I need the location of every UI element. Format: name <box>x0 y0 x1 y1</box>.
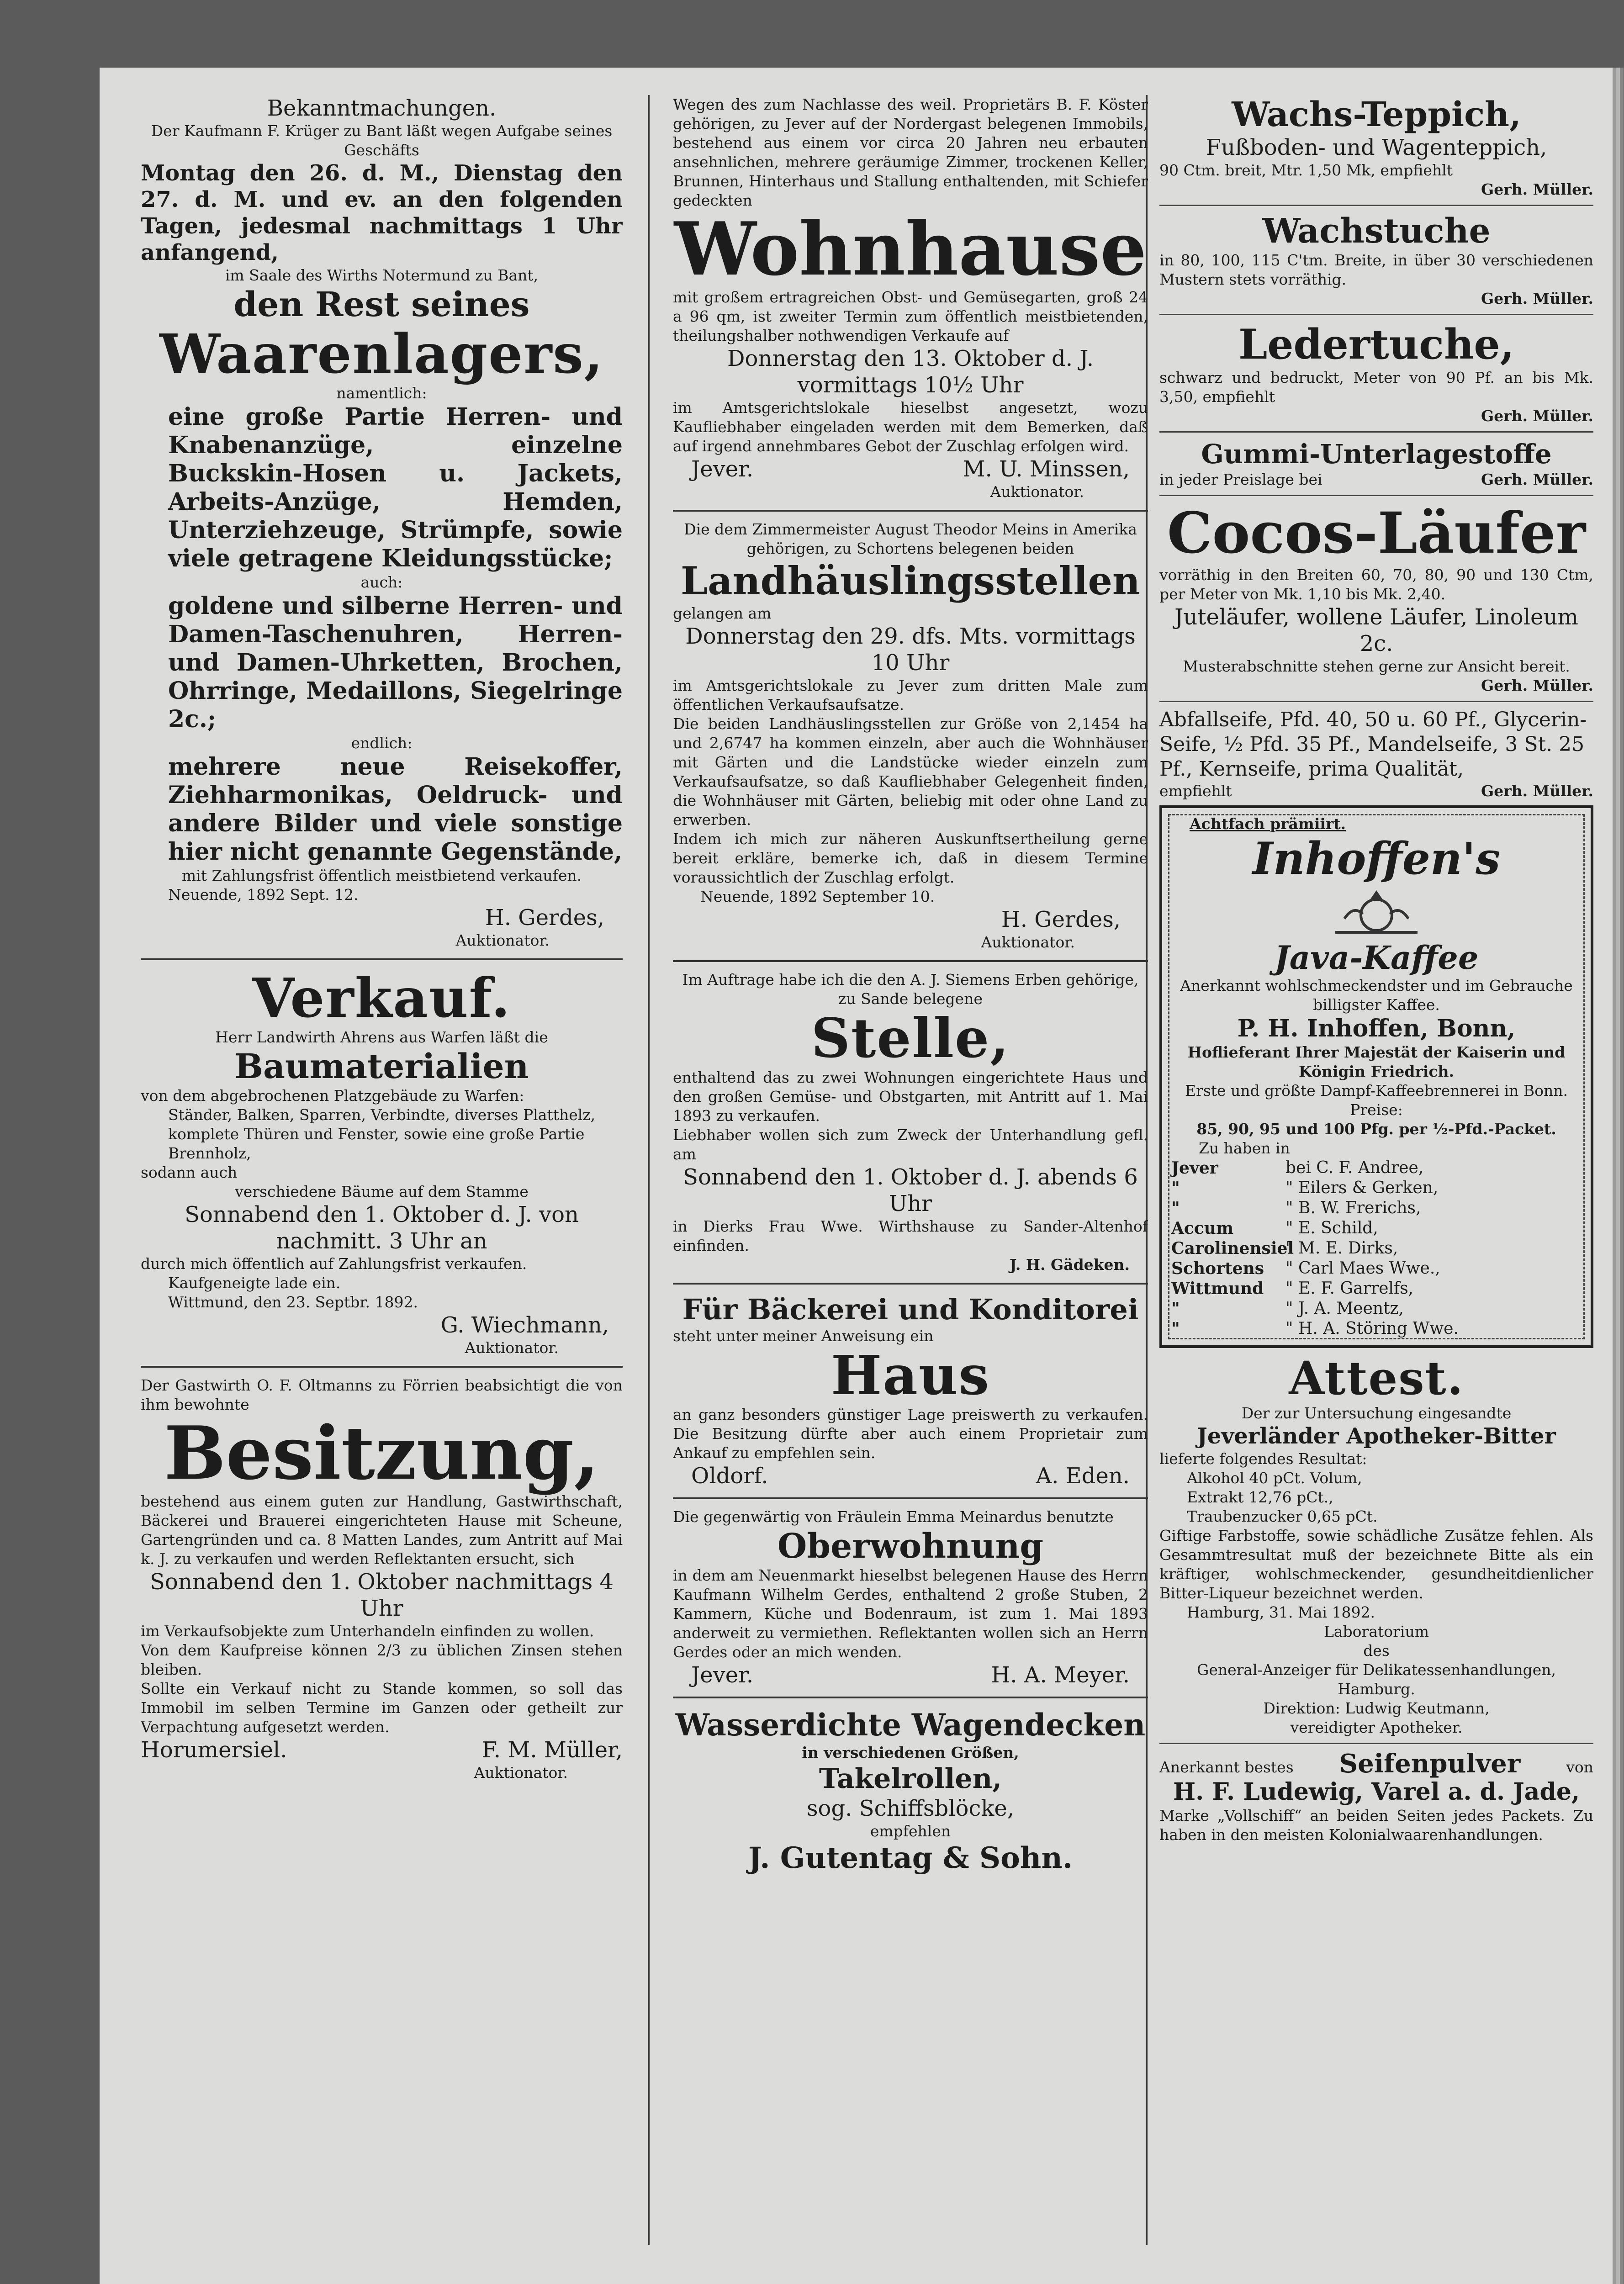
place: Jever. <box>691 1662 754 1688</box>
ad-text: Herr Landwirth Ahrens aus Warfen läßt die <box>215 1028 548 1046</box>
ad-items: goldene und silberne Herren- und Damen-Taschenuhren, Herren- und Damen-Uhrketten, Brochen, Ohrringe, Medaillons, Siegelringe 2c.; <box>168 592 623 733</box>
ad-text: an ganz besonders günstiger Lage preiswerth zu verkaufen. Die Besitzung dürfte aber auch einem Proprietair zum Ankauf zu empfehlen sein. <box>673 1406 1148 1462</box>
ad-headline: Wasserdichte Wagendecken <box>675 1707 1146 1743</box>
result-line: Extrakt 12,76 pCt., <box>1187 1488 1333 1506</box>
dealer-name: " J. A. Meentz, <box>1285 1299 1404 1318</box>
ad-headline: Stelle, <box>811 1006 1010 1070</box>
ad-text: im Verkaufsobjekte zum Unterhandeln einfinden zu wollen. <box>141 1622 594 1640</box>
ad-oberwohnung <box>673 1507 1148 1688</box>
ad-text: schwarz und bedruckt, Meter von 90 Pf. an bis Mk. 3,50, empfiehlt <box>1159 369 1593 406</box>
ad-date: Sonnabend den 1. Oktober nachmittags 4 Uhr <box>149 1569 614 1621</box>
dealer-town: Carolinensiel <box>1171 1239 1294 1258</box>
ad-text: auch: <box>360 573 403 591</box>
result-line: Traubenzucker 0,65 pCt. <box>1187 1507 1378 1525</box>
signer: F. M. Müller, <box>481 1737 623 1763</box>
dealer-name: " Eilers & Gerken, <box>1285 1179 1439 1197</box>
divider <box>673 510 1148 512</box>
ad-text: im Saale des Wirths Notermund zu Bant, <box>225 266 539 284</box>
dealer-row <box>1171 1178 1582 1198</box>
lab-line: General-Anzeiger für Delikatessenhandlungen, Hamburg. <box>1196 1661 1556 1698</box>
divider <box>1159 314 1593 315</box>
dealer-name: " M. E. Dirks, <box>1285 1239 1398 1258</box>
signature-line <box>141 1737 623 1763</box>
divider <box>1159 431 1593 433</box>
ad-headline: Ledertuche, <box>1238 320 1514 369</box>
ad-text: Von dem Kaufpreise können 2/3 zu üblichen Zinsen stehen bleiben. <box>141 1641 623 1678</box>
ad-text: Juteläufer, wollene Läufer, Linoleum 2c. <box>1174 604 1578 656</box>
dealer-row <box>1171 1218 1582 1238</box>
ad-text: bestehend aus einem guten zur Handlung, Gastwirthschaft, Bäckerei und Brauerei eingerichteten Hause mit Scheune, Gartengründen und ca. 8 Matten Landes, zum Antritt auf Mai k. J. zu verkaufen und werden Reflektanten ersucht, sich <box>141 1492 623 1568</box>
ad-text: Giftige Farbstoffe, sowie schädliche Zusätze fehlen. Als Gesammtresultat muß der bezeichnete Bitte als ein kräftiger, wohlschmeckender, gesundheitdienlicher Bitter-Liqueur bezeichnet werden. <box>1159 1527 1593 1602</box>
column-3 <box>1159 95 1593 2272</box>
signer: H. Gerdes, <box>1001 907 1121 932</box>
ad-text: Liebhaber wollen sich zum Zweck der Unterhandlung gefl. am <box>673 1126 1148 1163</box>
dateline: Neuende, 1892 Sept. 12. <box>168 886 359 904</box>
signature-line <box>673 456 1148 482</box>
ad-headline: Seifenpulver <box>1339 1749 1521 1779</box>
crest-icon <box>1326 887 1427 937</box>
section-heading: Bekanntmachungen. <box>267 95 497 121</box>
ad-headline: Attest. <box>1289 1351 1464 1405</box>
ad-headline: Verkauf. <box>252 966 511 1030</box>
ad-text: enthaltend das zu zwei Wohnungen eingerichtete Haus und den großen Gemüse- und Obstgarten, mit Antritt auf 1. Mai 1893 zu verkaufen. <box>673 1068 1148 1125</box>
ad-headline: Wohnhause <box>674 206 1147 292</box>
divider <box>1159 701 1593 702</box>
firm-name: P. H. Inhoffen, Bonn, <box>1237 1015 1516 1042</box>
headline-row <box>1159 1750 1593 1778</box>
ad-gummi <box>1159 438 1593 489</box>
ad-text: in Dierks Frau Wwe. Wirthshause zu Sander-Altenhof einfinden. <box>673 1217 1148 1254</box>
ad-landhaeuslingsstellen <box>673 520 1148 952</box>
ad-seifen <box>1159 708 1593 801</box>
ad-text: 90 Ctm. breit, Mtr. 1,50 Mk, empfiehlt <box>1159 161 1453 179</box>
ad-ledertuche <box>1159 321 1593 426</box>
lab-line: vereidigter Apotheker. <box>1290 1718 1463 1736</box>
ad-cocos-laeufer <box>1159 502 1593 695</box>
ad-headline: Takelrollen, <box>819 1763 1002 1795</box>
ad-headline: Haus <box>831 1343 990 1407</box>
signer: H. A. Meyer. <box>991 1662 1130 1688</box>
dealer-name: " Carl Maes Wwe., <box>1285 1259 1440 1278</box>
dealer-town: Schortens <box>1171 1259 1264 1278</box>
ad-stelle <box>673 970 1148 1274</box>
place: Jever. <box>691 456 754 482</box>
ad-text: Der Gastwirth O. F. Oltmanns zu Förrien beabsichtigt die von ihm bewohnte <box>141 1376 623 1413</box>
dealer-row <box>1171 1198 1582 1218</box>
ad-headline: Oberwohnung <box>777 1527 1044 1566</box>
ad-text: in 80, 100, 115 C'tm. Breite, in über 30 verschiedenen Mustern stets vorräthig. <box>1159 251 1593 288</box>
ad-text: Die dem Zimmermeister August Theodor Meins in Amerika gehörigen, zu Schortens belegenen beiden <box>684 520 1137 557</box>
ad-krueger <box>141 95 623 950</box>
dateline: Neuende, 1892 September 10. <box>700 888 935 905</box>
ad-headline: Gummi-Unterlagestoffe <box>1201 439 1552 470</box>
ad-wachstuche <box>1159 211 1593 308</box>
ad-text: im Amtsgerichtslokale zu Jever zum dritten Male zum öffentlichen Verkaufsaufsatze. <box>673 677 1148 714</box>
ad-text: sodann auch <box>141 1163 238 1181</box>
dealer-name: " H. A. Störing Wwe. <box>1285 1319 1459 1338</box>
ad-inhoffen-box <box>1159 805 1593 1348</box>
ad-text: von dem abgebrochenen Platzgebäude zu Warfen: <box>141 1087 524 1105</box>
divider <box>673 1697 1148 1698</box>
place: Horumersiel. <box>141 1737 287 1763</box>
ad-items: mehrere neue Reisekoffer, Ziehharmonikas, Oeldruck- und andere Bilder und viele sonstige hier nicht genannte Gegenstände, <box>168 753 623 866</box>
ad-text: Anerkannt bestes <box>1159 1758 1294 1776</box>
dealer-name: bei C. F. Andree, <box>1285 1158 1424 1177</box>
firm-name: H. F. Ludewig, Varel a. d. Jade, <box>1173 1778 1580 1806</box>
ad-text: Abfallseife, Pfd. 40, 50 u. 60 Pf., Glycerin-Seife, ½ Pfd. 35 Pf., Mandelseife, 3 St. 25 Pf., Kernseife, prima Qualität, <box>1159 708 1587 781</box>
signer-role: Auktionator. <box>455 931 550 949</box>
signer: Gerh. Müller. <box>1481 290 1593 307</box>
ad-verkauf <box>141 968 623 1358</box>
ad-text: Wegen des zum Nachlasse des weil. Proprietärs B. F. Köster gehörigen, zu Jever auf der Nordergast belegenen Immobils, bestehend aus einem vor circa 20 Jahren neu erbauten ansehnlichen, mehrere geräumige Zimmer, trockenen Keller, Brunnen, Hinterhaus und Stallung enthaltenden, mit Schiefer gedeckten <box>673 95 1148 209</box>
lab-line: Direktion: Ludwig Keutmann, <box>1263 1699 1490 1717</box>
ad-text: Anerkannt wohlschmeckendster und im Gebrauche billigster Kaffee. <box>1180 977 1573 1014</box>
ad-text: durch mich öffentlich auf Zahlungsfrist verkaufen. <box>141 1255 527 1273</box>
signer: J. H. Gädeken. <box>1009 1256 1130 1274</box>
ad-text: Ständer, Balken, Sparren, Verbindte, diverses Platthelz, komplete Thüren und Fenster, sowie eine große Partie Brennholz, <box>168 1106 596 1162</box>
newspaper-page <box>100 68 1613 2284</box>
ad-date: Donnerstag den 13. Oktober d. J. vormittags 10½ Uhr <box>727 346 1094 398</box>
signer-role: Auktionator. <box>990 483 1084 501</box>
dealer-town: " <box>1171 1199 1180 1218</box>
product-name: Java-Kaffee <box>1274 939 1479 977</box>
ad-text: Achtfach prämiirt. <box>1190 815 1346 833</box>
dealer-row <box>1171 1319 1582 1339</box>
ad-date: Sonnabend den 1. Oktober d. J. von nachmitt. 3 Uhr an <box>185 1202 579 1254</box>
ad-text: gelangen am <box>673 604 772 622</box>
ad-text: in dem am Neuenmarkt hieselbst belegenen Hause des Herrn Kaufmann Wilhelm Gerdes, enthaltend 2 große Stuben, 2 Kammern, Küche und Bodenraum, ist zum 1. Mai 1893 anderweit zu vermiethen. Reflektanten wollen sich an Herrn Gerdes oder an mich wenden. <box>673 1566 1148 1661</box>
ad-text: von <box>1566 1758 1593 1776</box>
dealer-town: " <box>1171 1319 1180 1338</box>
signer: Gerh. Müller. <box>1481 407 1593 425</box>
signer: Gerh. Müller. <box>1481 782 1593 800</box>
signature-line <box>1159 470 1593 489</box>
signer: Gerh. Müller. <box>1481 471 1593 488</box>
ad-text: Erste und größte Dampf-Kaffeebrennerei in Bonn. <box>1185 1082 1568 1100</box>
ad-wohnhause <box>673 95 1148 502</box>
divider <box>1159 1743 1593 1744</box>
dealer-name: " E. Schild, <box>1285 1219 1378 1237</box>
divider <box>141 1366 623 1368</box>
ad-items: eine große Partie Herren- und Knabenanzüge, einzelne Buckskin-Hosen u. Jackets, Arbeits-Anzüge, Hemden, Unterziehzeuge, Strümpfe, sowie viele getragene Kleidungsstücke; <box>168 403 623 572</box>
signature-line <box>673 1662 1148 1688</box>
ad-text: Preise: <box>1350 1101 1403 1119</box>
signer: M. U. Minssen, <box>963 456 1130 482</box>
dealer-row <box>1171 1299 1582 1319</box>
ad-seifenpulver <box>1159 1750 1593 1845</box>
ad-baeckerei <box>673 1293 1148 1489</box>
ad-date: Sonnabend den 1. Oktober d. J. abends 6 Uhr <box>683 1164 1138 1216</box>
divider <box>673 960 1148 962</box>
ad-text: steht unter meiner Anweisung ein <box>673 1327 934 1345</box>
signer-role: Auktionator. <box>465 1339 559 1357</box>
ad-besitzung <box>141 1376 623 1782</box>
lab-line: des <box>1363 1642 1390 1660</box>
ad-headline: Baumaterialien <box>234 1047 529 1086</box>
ad-text: Zu haben in <box>1199 1139 1290 1157</box>
ad-headline: Waarenlagers, <box>159 322 604 386</box>
ad-text: Indem ich mich zur näheren Auskunftsertheilung gerne bereit erkläre, bemerke ich, daß in diesem Termine voraussichtlich der Zuschlag erfolgt. <box>673 830 1148 886</box>
ad-text: Fußboden- und Wagenteppich, <box>1206 135 1547 160</box>
dateline: Hamburg, 31. Mai 1892. <box>1187 1603 1375 1621</box>
ad-text: empfehlen <box>870 1822 951 1840</box>
dealer-town: Jever <box>1171 1158 1218 1178</box>
signer: G. Wiechmann, <box>440 1312 609 1338</box>
signer-role: Auktionator. <box>474 1764 568 1782</box>
ad-text: Kaufgeneigte lade ein. <box>168 1274 341 1292</box>
column-2 <box>673 95 1148 2272</box>
signer: Gerh. Müller. <box>1481 180 1593 198</box>
ad-text: empfiehlt <box>1159 782 1232 800</box>
dealer-row <box>1171 1238 1582 1258</box>
brand-name: Inhoffen's <box>1252 833 1501 884</box>
ad-headline: Für Bäckerei und Konditorei <box>682 1293 1139 1326</box>
column-1 <box>141 95 623 2272</box>
signature-line <box>1159 782 1593 801</box>
signer-role: Auktionator. <box>981 933 1075 951</box>
ad-headline: Cocos-Läufer <box>1167 500 1586 566</box>
ad-text: Marke „Vollschiff“ an beiden Seiten jedes Packets. Zu haben in den meisten Kolonialwaarenhandlungen. <box>1159 1807 1593 1844</box>
ad-wachs-teppich <box>1159 95 1593 199</box>
divider <box>673 1283 1148 1285</box>
ad-text: in jeder Preislage bei <box>1159 471 1322 488</box>
ad-text: mit Zahlungsfrist öffentlich meistbietend verkaufen. <box>181 867 582 884</box>
signer: Gerh. Müller. <box>1481 677 1593 694</box>
ad-headline: Wachstuche <box>1262 211 1491 251</box>
signer: J. Gutentag & Sohn. <box>748 1841 1073 1875</box>
ad-text: mit großem ertragreichen Obst- und Gemüsegarten, groß 24 a 96 qm, ist zweiter Termin zum öffentlich meistbietenden, theilungshalber nothwendigen Verkaufe auf <box>673 288 1148 344</box>
ad-headline: Besitzung, <box>164 1410 599 1496</box>
dealer-town: Wittmund <box>1171 1279 1264 1298</box>
divider <box>141 958 623 960</box>
dealer-row <box>1171 1258 1582 1279</box>
ad-text: Der zur Untersuchung eingesandte <box>1241 1404 1512 1422</box>
dealer-row <box>1171 1158 1582 1178</box>
ad-wagendecken <box>673 1707 1148 1876</box>
ad-dates: Montag den 26. d. M., Dienstag den 27. d. M. und ev. an den folgenden Tagen, jedesmal nachmittags 1 Uhr anfangend, <box>141 160 623 265</box>
dealer-town: Accum <box>1171 1219 1234 1238</box>
ad-headline: den Rest seines <box>233 285 530 324</box>
place: Oldorf. <box>691 1463 768 1489</box>
result-line: Alkohol 40 pCt. Volum, <box>1187 1469 1362 1487</box>
dealer-name: " B. W. Frerichs, <box>1285 1199 1421 1217</box>
ad-date: Donnerstag den 29. dfs. Mts. vormittags 10 Uhr <box>685 624 1136 676</box>
ad-text: im Amtsgerichtslokale hieselbst angesetzt, wozu Kaufliebhaber eingeladen werden mit dem Bemerken, daß auf irgend annehmbares Gebot der Zuschlag erfolgen wird. <box>673 399 1148 455</box>
ad-text: Musterabschnitte stehen gerne zur Ansicht bereit. <box>1183 657 1570 675</box>
ad-text: Die gegenwärtig von Fräulein Emma Meinardus benutzte <box>673 1508 1114 1526</box>
product-name: Jeverländer Apotheker-Bitter <box>1197 1423 1556 1449</box>
signature-line <box>673 1463 1148 1489</box>
dateline: Wittmund, den 23. Septbr. 1892. <box>168 1293 418 1311</box>
ad-text: Die beiden Landhäuslingsstellen zur Größe von 2,1454 ha und 2,6747 ha kommen einzeln, aber auch die Wohnhäuser mit Gärten und die Landstücke wieder einzeln zum Verkaufsaufsatze, so daß Kaufliebhaber Gelegenheit finden, die Wohnhäuser mit Gärten, beliebig mit oder ohne Land zu erwerben. <box>673 715 1148 829</box>
divider <box>1159 205 1593 206</box>
dealer-row <box>1171 1279 1582 1299</box>
dealer-name: " E. F. Garrelfs, <box>1285 1279 1414 1298</box>
ad-text: Sollte ein Verkauf nicht zu Stande kommen, so soll das Immobil im selben Termine im Ganzen oder getheilt zur Verpachtung aufgesetzt werden. <box>141 1680 623 1736</box>
ad-text: 85, 90, 95 und 100 Pfg. per ½-Pfd.-Packet. <box>1196 1120 1556 1138</box>
dealer-town: " <box>1171 1299 1180 1318</box>
lab-line: Laboratorium <box>1323 1623 1429 1640</box>
dealer-list <box>1171 1158 1582 1339</box>
ad-text: namentlich: <box>336 384 427 402</box>
divider <box>673 1497 1148 1499</box>
ad-text: Hoflieferant Ihrer Majestät der Kaiserin und Königin Friedrich. <box>1187 1043 1566 1080</box>
ad-text: lieferte folgendes Resultat: <box>1159 1450 1367 1468</box>
ad-headline: Landhäuslingsstellen <box>681 558 1140 603</box>
ad-text: Im Auftrage habe ich die den A. J. Siemens Erben gehörige, zu Sande belegene <box>682 971 1139 1008</box>
divider <box>1159 495 1593 496</box>
ad-attest <box>1159 1353 1593 1737</box>
signer: H. Gerdes, <box>485 905 604 931</box>
ad-text: vorräthig in den Breiten 60, 70, 80, 90 und 130 Ctm, per Meter von Mk. 1,10 bis Mk. 2,40. <box>1159 566 1593 603</box>
ad-text: Der Kaufmann F. Krüger zu Bant läßt wegen Aufgabe seines Geschäfts <box>151 122 613 159</box>
column-rule <box>648 95 650 2245</box>
dealer-town: " <box>1171 1179 1180 1198</box>
ad-text: sog. Schiffsblöcke, <box>806 1796 1015 1821</box>
signer: A. Eden. <box>1036 1463 1130 1489</box>
ad-text: endlich: <box>351 734 413 752</box>
ad-text: in verschiedenen Größen, <box>802 1744 1019 1761</box>
ad-text: verschiedene Bäume auf dem Stamme <box>235 1183 529 1200</box>
ad-headline: Wachs-Teppich, <box>1232 95 1521 134</box>
